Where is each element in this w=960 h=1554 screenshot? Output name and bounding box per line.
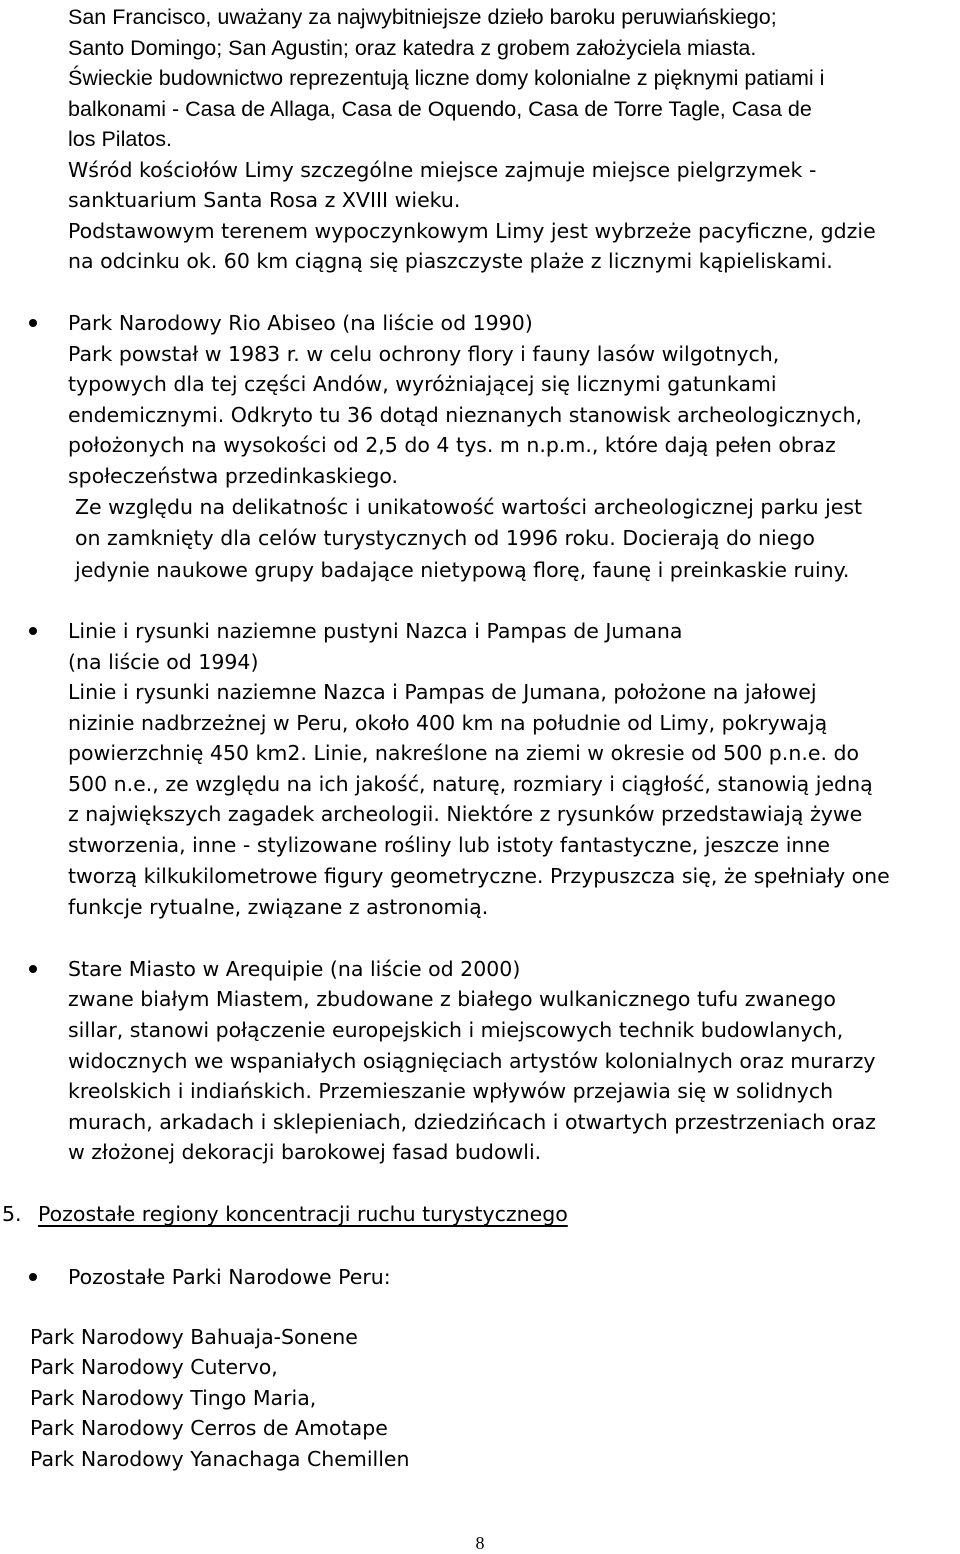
item-title: Linie i rysunki naziemne pustyni Nazca i Pampas de Jumana <box>68 619 683 643</box>
text-line: sanktuarium Santa Rosa z XVIII wieku. <box>68 188 461 212</box>
text-line: widocznych we wspaniałych osiągnięciach artystów kolonialnych oraz murarzy <box>68 1049 876 1073</box>
list-item: Park Narodowy Tingo Maria, <box>30 1386 317 1410</box>
bullet-icon <box>26 1270 40 1284</box>
text-line: 500 n.e., ze względu na ich jakość, naturę, rozmiary i ciągłość, stanowią jedną <box>68 772 873 796</box>
text-line: Santo Domingo; San Agustin; oraz katedra z grobem założyciela miasta. <box>68 36 757 60</box>
section-number: 5. <box>2 1202 22 1226</box>
list-item: Park Narodowy Bahuaja-Sonene <box>30 1325 358 1349</box>
text-line: Park powstał w 1983 r. w celu ochrony flory i fauny lasów wilgotnych, <box>68 342 780 366</box>
page-number: 8 <box>475 1533 485 1553</box>
text-line: stworzenia, inne - stylizowane rośliny lub istoty fantastyczne, jeszcze inne <box>68 833 831 857</box>
text-line: Linie i rysunki naziemne Nazca i Pampas de Jumana, położone na jałowej <box>68 680 817 704</box>
text-line: San Francisco, uważany za najwybitniejsze dzieło baroku peruwiańskiego; <box>68 5 777 29</box>
text-line: Podstawowym terenem wypoczynkowym Limy jest wybrzeże pacyficzne, gdzie <box>68 219 876 243</box>
text-line: los Pilatos. <box>68 127 172 151</box>
text-line: Wśród kościołów Limy szczególne miejsce zajmuje miejsce pielgrzymek - <box>68 158 817 182</box>
bullet-icon <box>26 624 40 638</box>
text-line: na odcinku ok. 60 km ciągną się piaszczyste plaże z licznymi kąpieliskami. <box>68 249 833 273</box>
text-line: murach, arkadach i sklepieniach, dziedzińcach i otwartych przestrzeniach oraz <box>68 1110 876 1134</box>
section-title: Pozostałe regiony koncentracji ruchu turystycznego <box>38 1202 568 1226</box>
bullet-icon <box>26 316 40 330</box>
text-line: społeczeństwa przedinkaskiego. <box>68 464 399 488</box>
text-line: typowych dla tej części Andów, wyróżniającej się licznymi gatunkami <box>68 372 777 396</box>
item-title: Stare Miasto w Arequipie (na liście od 2000) <box>68 957 521 981</box>
text-line: Świeckie budownictwo reprezentują liczne domy kolonialne z pięknymi patiami i <box>68 66 825 90</box>
text-line: (na liście od 1994) <box>68 650 259 674</box>
text-line: nizinie nadbrzeżnej w Peru, około 400 km na południe od Limy, pokrywają <box>68 711 828 735</box>
text-line: funkcje rytualne, związane z astronomią. <box>68 895 489 919</box>
text-line: Ze względu na delikatnośc i unikatowość wartości archeologicznej parku jest <box>75 495 863 519</box>
text-line: jedynie naukowe grupy badające nietypową florę, faunę i preinkaskie ruiny. <box>75 558 850 582</box>
text-line: położonych na wysokości od 2,5 do 4 tys. m n.p.m., które dają pełen obraz <box>68 433 836 457</box>
text-line: sillar, stanowi połączenie europejskich i miejscowych technik budowlanych, <box>68 1018 844 1042</box>
item-title: Park Narodowy Rio Abiseo (na liście od 1990) <box>68 311 533 335</box>
bullet-icon <box>26 962 40 976</box>
text-line: tworzą kilkukilometrowe figury geometryczne. Przypuszcza się, że spełniały one <box>68 864 890 888</box>
text-line: w złożonej dekoracji barokowej fasad budowli. <box>68 1140 542 1164</box>
text-line: balkonami - Casa de Allaga, Casa de Oquendo, Casa de Torre Tagle, Casa de <box>68 97 812 121</box>
text-line: kreolskich i indiańskich. Przemieszanie wpływów przejawia się w solidnych <box>68 1079 834 1103</box>
item-title: Pozostałe Parki Narodowe Peru: <box>68 1265 391 1289</box>
list-item: Park Narodowy Yanachaga Chemillen <box>30 1447 410 1471</box>
text-line: endemicznymi. Odkryto tu 36 dotąd nieznanych stanowisk archeologicznych, <box>68 403 862 427</box>
text-line: zwane białym Miastem, zbudowane z białego wulkanicznego tufu zwanego <box>68 987 836 1011</box>
list-item: Park Narodowy Cutervo, <box>30 1355 278 1379</box>
text-line: z największych zagadek archeologii. Niektóre z rysunków przedstawiają żywe <box>68 802 863 826</box>
list-item: Park Narodowy Cerros de Amotape <box>30 1416 388 1440</box>
text-line: powierzchnię 450 km2. Linie, nakreślone na ziemi w okresie od 500 p.n.e. do <box>68 741 860 765</box>
text-line: on zamknięty dla celów turystycznych od 1996 roku. Docierają do niego <box>75 526 815 550</box>
